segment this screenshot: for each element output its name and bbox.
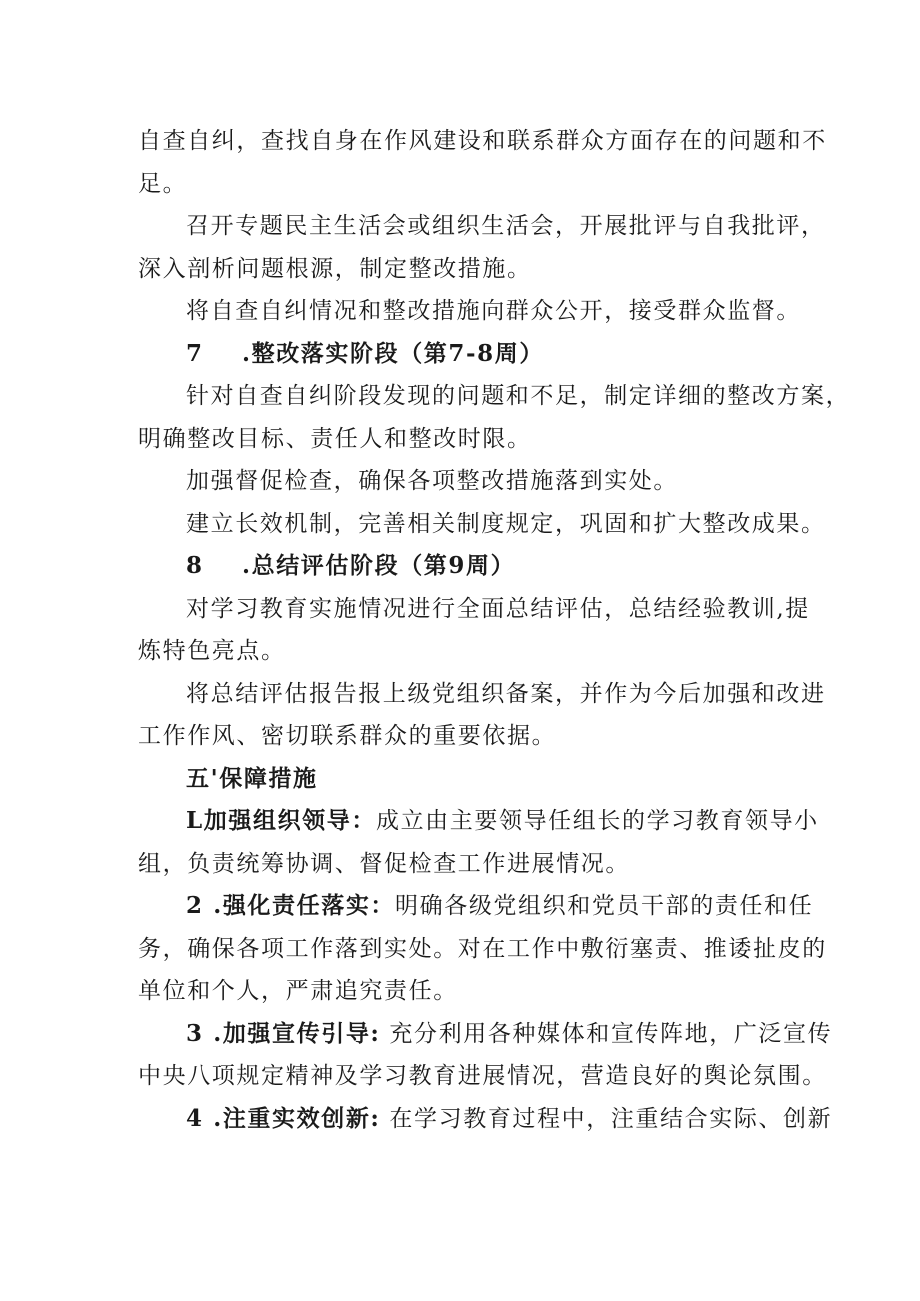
measure-2-line <box>186 892 813 920</box>
paragraph-line: 对学习教育实施情况进行全面总结评估，总结经验教训,提 <box>186 596 810 622</box>
stage-8-number: 8 <box>186 552 204 579</box>
paragraph-line: 炼特色亮点。 <box>138 638 286 664</box>
stage-7-heading <box>186 340 544 368</box>
stage-7-number: 7 <box>186 340 204 367</box>
paragraph-line: 明确整改目标、责任人和整改时限。 <box>138 426 532 452</box>
stage-7-title: .整改落实阶段（第7-8周） <box>242 340 544 367</box>
section-heading-guarantee: 五'保障措施 <box>186 765 318 792</box>
paragraph-line: 务，确保各项工作落到实处。对在工作中敷衍塞责、推诿扯皮的 <box>138 936 827 962</box>
paragraph-line: 自查自纠，查找自身在作风建设和联系群众方面存在的问题和不 <box>138 128 827 154</box>
paragraph-line: 组，负责统筹协调、督促检查工作进展情况。 <box>138 851 630 877</box>
paragraph-line: 将自查自纠情况和整改措施向群众公开，接受群众监督。 <box>186 298 801 324</box>
paragraph-line: 加强督促检查，确保各项整改措施落到实处。 <box>186 468 678 494</box>
paragraph-line: 工作作风、密切联系群众的重要依据。 <box>138 723 557 749</box>
measure-2-text: 明确各级党组织和党员干部的责任和任 <box>395 893 814 919</box>
paragraph-line: 召开专题民主生活会或组织生活会，开展批评与自我批评， <box>186 213 826 239</box>
measure-1-line <box>186 807 819 835</box>
stage-8-title: .总结评估阶段（第9周） <box>242 552 516 579</box>
measure-1-text: 成立由主要领导任组长的学习教育领导小 <box>375 808 819 834</box>
stage-8-heading <box>186 552 515 580</box>
measure-1-title: L加强组织领导： <box>186 807 376 834</box>
paragraph-line: 针对自查自纠阶段发现的问题和不足，制定详细的整改方案， <box>186 383 851 409</box>
measure-4-text: 在学习教育过程中，注重结合实际、创新 <box>380 1106 833 1132</box>
measure-2-title: 2 .强化责任落实： <box>186 892 396 919</box>
measure-4-line <box>186 1105 832 1133</box>
measure-3-title: 3 .加强宣传引导: <box>186 1020 381 1047</box>
paragraph-line: 深入剖析问题根源，制定整改措施。 <box>138 256 532 282</box>
paragraph-line: 建立长效机制，完善相关制度规定，巩固和扩大整改成果。 <box>186 511 826 537</box>
measure-3-line <box>186 1020 832 1048</box>
measure-3-text: 充分利用各种媒体和宣传阵地，广泛宣传 <box>380 1021 833 1047</box>
measure-4-title: 4 .注重实效创新: <box>186 1105 381 1132</box>
paragraph-line: 足。 <box>138 171 188 197</box>
paragraph-line: 单位和个人，严肃追究责任。 <box>138 978 458 1004</box>
paragraph-line: 中央八项规定精神及学习教育进展情况，营造良好的舆论氛围。 <box>138 1063 827 1089</box>
paragraph-line: 将总结评估报告报上级党组织备案，并作为今后加强和改进 <box>186 681 826 707</box>
